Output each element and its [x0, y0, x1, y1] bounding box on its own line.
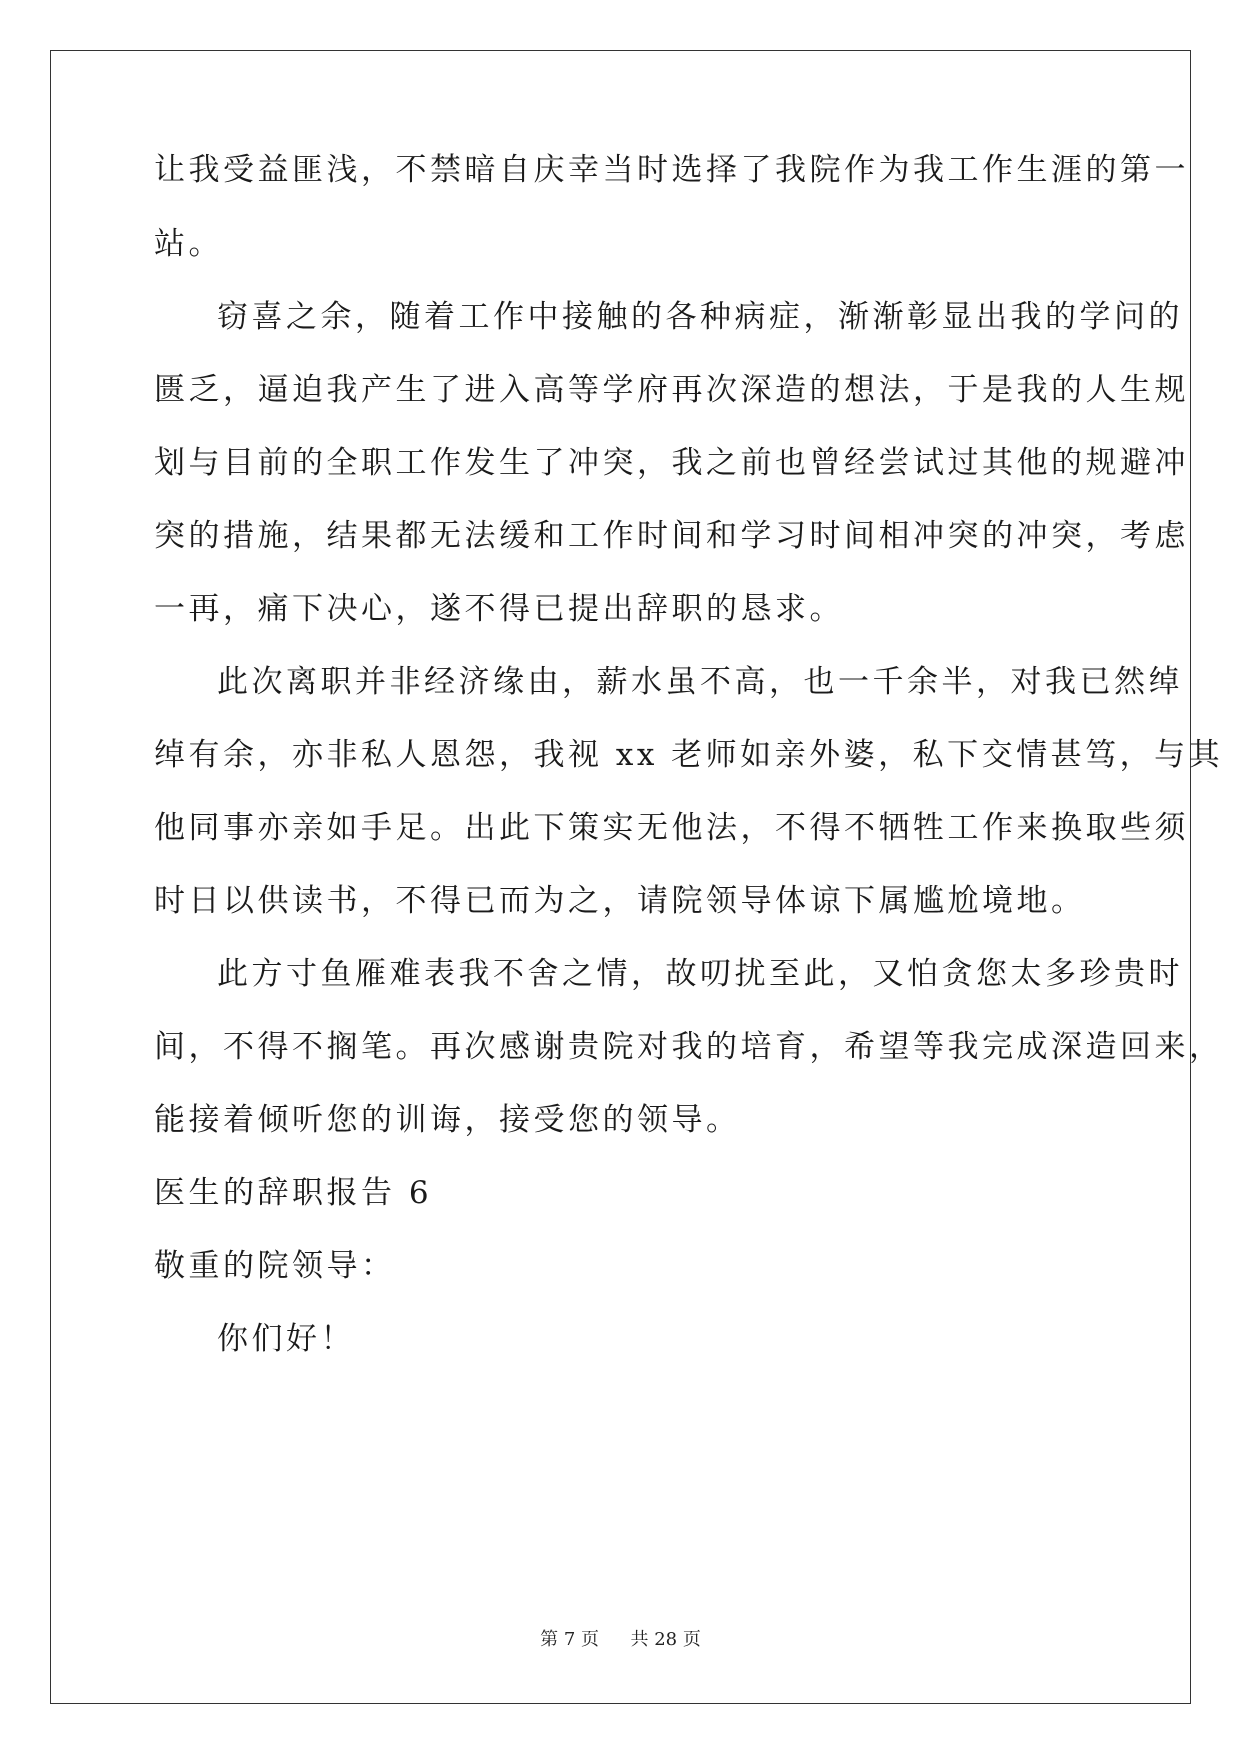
- paragraph-3-line-4: 时日以供读书，不得已而为之，请院领导体谅下属尴尬境地。: [154, 883, 1086, 919]
- body-line-1: 让我受益匪浅，不禁暗自庆幸当时选择了我院作为我工作生涯的第一: [154, 152, 1189, 188]
- current-page-number: 第 7 页: [540, 1629, 600, 1650]
- paragraph-2-line-5: 一再，痛下决心，遂不得已提出辞职的恳求。: [154, 591, 844, 627]
- paragraph-3-line-1: 此次离职并非经济缘由，薪水虽不高，也一千余半，对我已然绰: [217, 664, 1183, 700]
- greeting: 你们好！: [217, 1321, 355, 1357]
- paragraph-4-line-2: 间，不得不搁笔。再次感谢贵院对我的培育，希望等我完成深造回来，: [154, 1029, 1224, 1065]
- paragraph-4-line-3: 能接着倾听您的训诲，接受您的领导。: [154, 1102, 741, 1138]
- paragraph-3-line-2: 绰有余，亦非私人恩怨，我视 xx 老师如亲外婆，私下交情甚笃，与其: [154, 737, 1224, 773]
- total-page-count: 共 28 页: [630, 1629, 701, 1650]
- body-line-2: 站。: [154, 226, 223, 262]
- salutation: 敬重的院领导：: [154, 1248, 396, 1284]
- page-footer: [0, 1628, 1241, 1652]
- paragraph-3-line-3: 他同事亦亲如手足。出此下策实无他法，不得不牺牲工作来换取些须: [154, 810, 1189, 846]
- paragraph-2-line-2: 匮乏，逼迫我产生了进入高等学府再次深造的想法，于是我的人生规: [154, 372, 1189, 408]
- paragraph-4-line-1: 此方寸鱼雁难表我不舍之情，故叨扰至此，又怕贪您太多珍贵时: [217, 956, 1183, 992]
- paragraph-2-line-3: 划与目前的全职工作发生了冲突，我之前也曾经尝试过其他的规避冲: [154, 445, 1189, 481]
- paragraph-2-line-4: 突的措施，结果都无法缓和工作时间和学习时间相冲突的冲突，考虑: [154, 518, 1189, 554]
- section-heading: 医生的辞职报告 6: [154, 1175, 433, 1211]
- paragraph-2-line-1: 窃喜之余，随着工作中接触的各种病症，渐渐彰显出我的学问的: [217, 299, 1183, 335]
